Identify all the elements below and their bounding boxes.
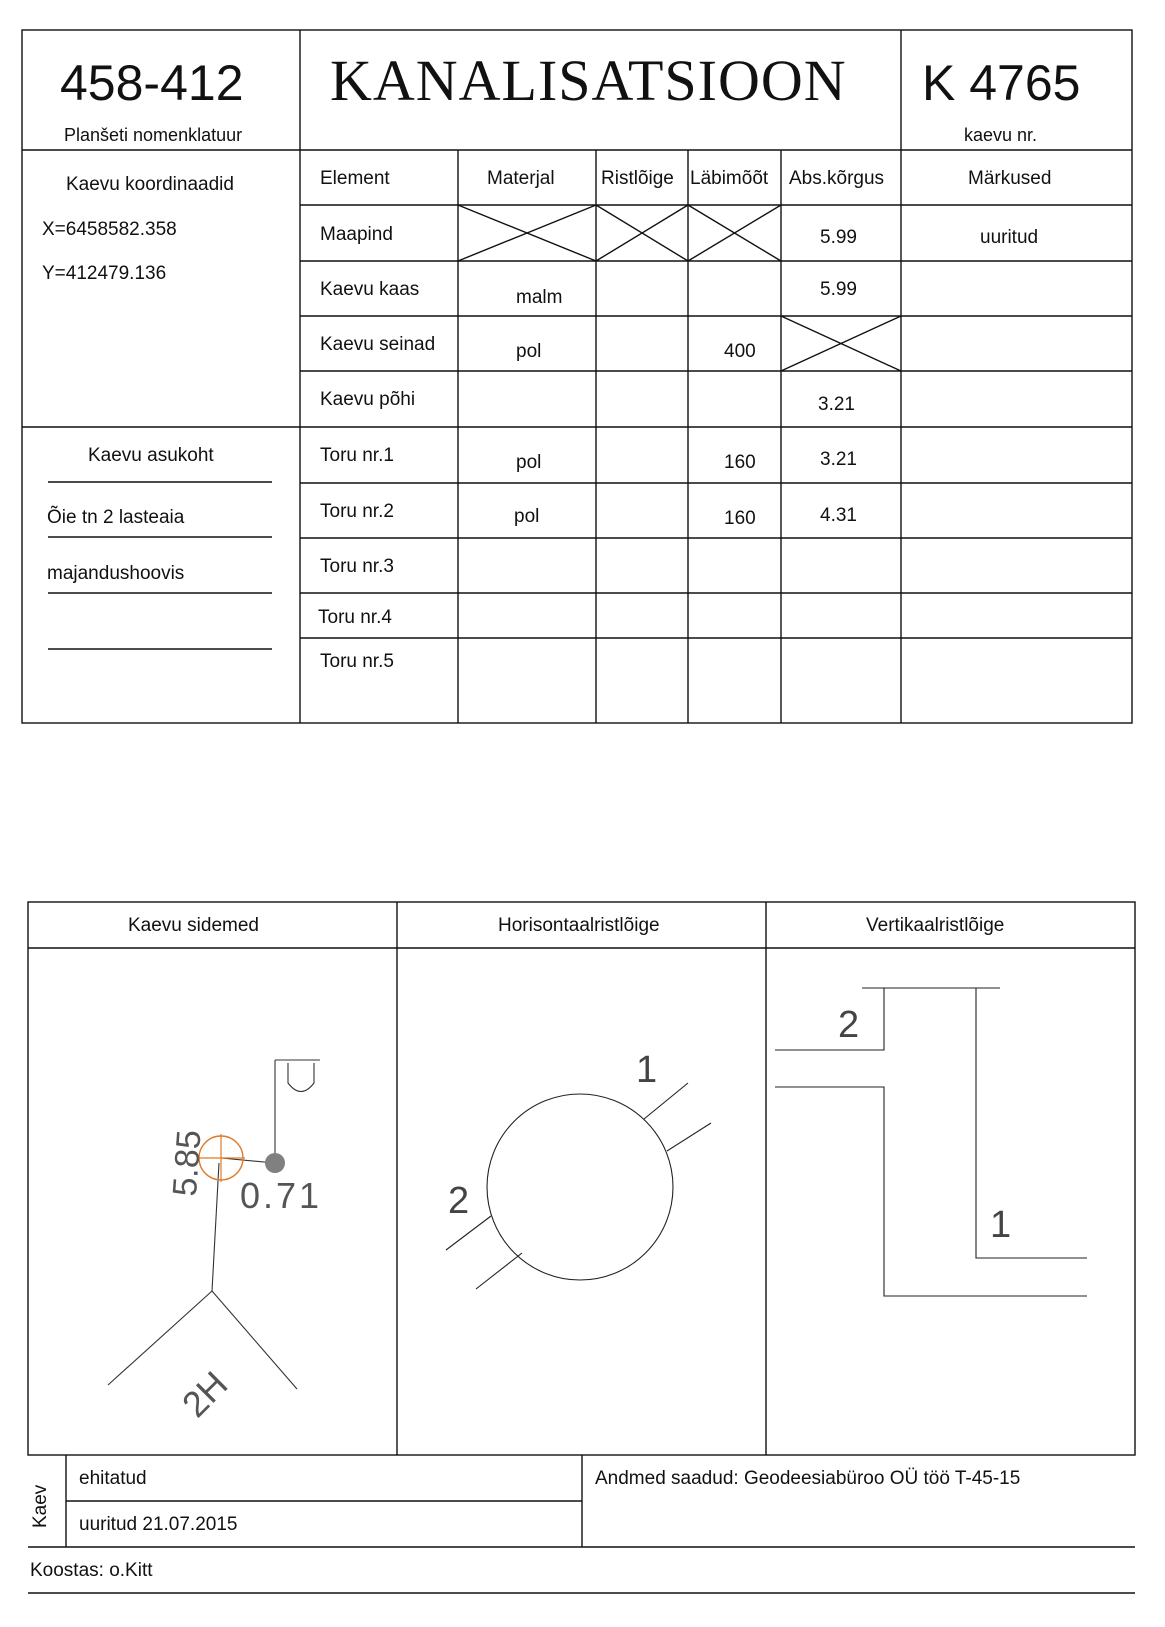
vertical-section bbox=[775, 988, 1087, 1296]
sheet-label: Planšeti nomenklatuur bbox=[64, 125, 243, 145]
built-status: ehitatud bbox=[79, 1468, 147, 1489]
sheet-number: 458-412 bbox=[60, 55, 244, 111]
row-materjal: pol bbox=[516, 341, 542, 362]
building-label: 2H bbox=[173, 1363, 236, 1425]
panel-title-sidemed: Kaevu sidemed bbox=[128, 915, 259, 936]
panel-title-vertical: Vertikaalristlõige bbox=[866, 915, 1005, 936]
well-label: kaevu nr. bbox=[964, 125, 1038, 145]
coordinate-y: Y=412479.136 bbox=[42, 263, 167, 284]
pipe-1-label-horizontal: 1 bbox=[636, 1049, 658, 1091]
row-abs: 3.21 bbox=[820, 449, 857, 470]
distance-label-5-85: 5.85 bbox=[166, 1128, 209, 1198]
location-line-2: majandushoovis bbox=[47, 563, 185, 584]
row-materjal: pol bbox=[516, 452, 542, 473]
pipe-2-label-vertical: 2 bbox=[838, 1004, 860, 1046]
well-vertical-label: Kaev bbox=[30, 1484, 51, 1528]
row-markused: uuritud bbox=[980, 227, 1039, 248]
row-element: Maapind bbox=[320, 224, 393, 245]
well-number: K 4765 bbox=[922, 55, 1081, 111]
row-materjal: malm bbox=[516, 287, 563, 308]
sidemed-sketch bbox=[108, 1060, 323, 1389]
distance-label-0-71: 0.71 bbox=[240, 1175, 323, 1216]
row-abs: 3.21 bbox=[818, 394, 855, 415]
col-header-labimoot: Läbimõõt bbox=[690, 168, 769, 189]
coordinate-x: X=6458582.358 bbox=[42, 219, 177, 240]
row-abs: 5.99 bbox=[820, 279, 857, 300]
document-title: KANALISATSIOON bbox=[330, 48, 847, 113]
col-header-markused: Märkused bbox=[968, 168, 1052, 189]
row-element: Toru nr.5 bbox=[320, 651, 394, 672]
row-element: Kaevu seinad bbox=[320, 334, 436, 355]
manhole-dot bbox=[265, 1153, 285, 1173]
row-labimoot: 400 bbox=[724, 341, 756, 362]
row-labimoot: 160 bbox=[724, 508, 756, 529]
pipe-1-label-vertical: 1 bbox=[990, 1204, 1012, 1246]
row-element: Kaevu kaas bbox=[320, 279, 420, 300]
row-element: Toru nr.3 bbox=[320, 556, 394, 577]
row-abs: 5.99 bbox=[820, 227, 857, 248]
pipe-2-label-horizontal: 2 bbox=[448, 1180, 470, 1222]
col-header-abs: Abs.kõrgus bbox=[789, 168, 885, 189]
surveyed-status: uuritud 21.07.2015 bbox=[79, 1514, 238, 1535]
row-element: Toru nr.1 bbox=[320, 445, 394, 466]
row-abs: 4.31 bbox=[820, 505, 857, 526]
panel-title-horizontal: Horisontaalristlõige bbox=[498, 915, 660, 936]
row-labimoot: 160 bbox=[724, 452, 756, 473]
author: Koostas: o.Kitt bbox=[30, 1560, 153, 1581]
coordinates-label: Kaevu koordinaadid bbox=[66, 174, 234, 195]
col-header-ristloige: Ristlõige bbox=[601, 168, 674, 189]
data-source: Andmed saadud: Geodeesiabüroo OÜ töö T-45-15 bbox=[595, 1468, 1021, 1489]
col-header-materjal: Materjal bbox=[487, 168, 555, 189]
horizontal-section bbox=[446, 1083, 711, 1289]
row-element: Toru nr.4 bbox=[318, 607, 392, 628]
location-line-1: Õie tn 2 lasteaia bbox=[47, 507, 185, 528]
row-element: Toru nr.2 bbox=[320, 501, 394, 522]
row-materjal: pol bbox=[514, 506, 540, 527]
location-label: Kaevu asukoht bbox=[88, 445, 214, 466]
row-element: Kaevu põhi bbox=[320, 389, 416, 410]
col-header-element: Element bbox=[320, 168, 390, 189]
